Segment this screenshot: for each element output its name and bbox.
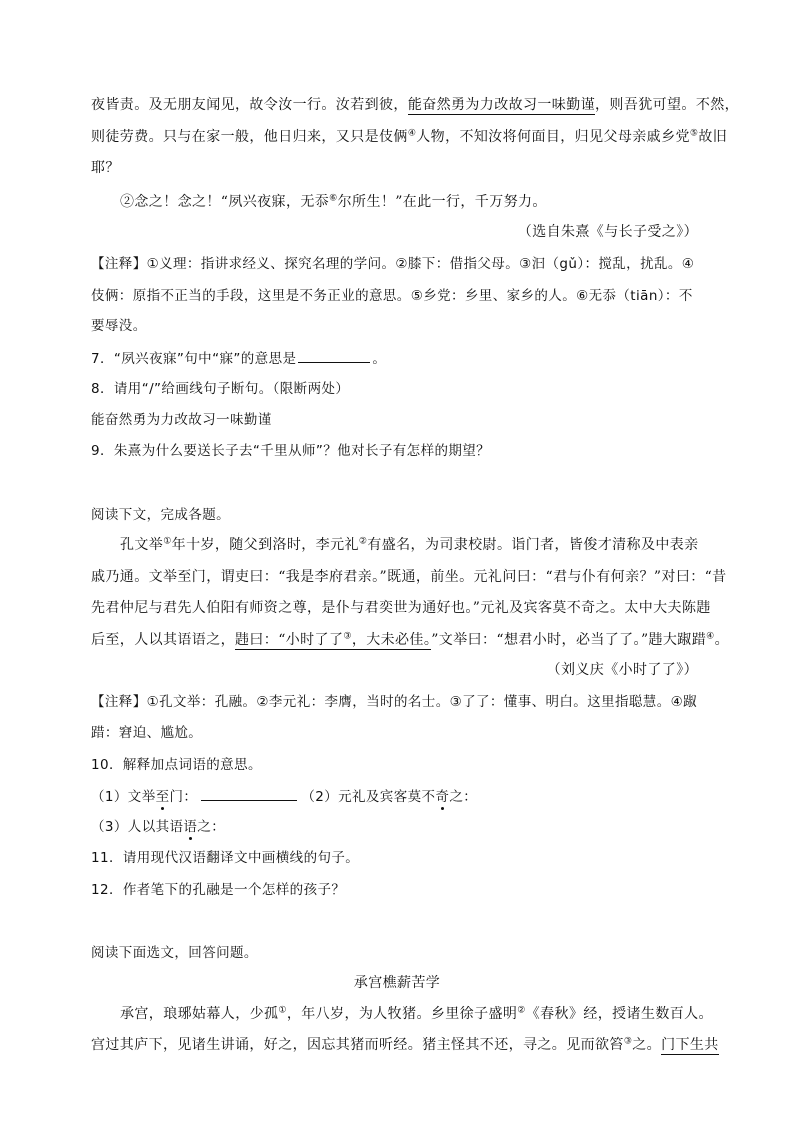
source-citation-1: （选自朱熹《与长子受之》） [517, 224, 698, 240]
passage2-intro: 阅读下文，完成各题。 [91, 507, 230, 523]
notes1-line1: 【注释】①义理：指讲求经义、探究名理的学问。②膝下：借指父母。③汩（gǔ）：搅乱，扰乱。④ [91, 256, 695, 272]
passage3-intro: 阅读下面选文，回答问题。 [91, 945, 258, 961]
text: 则徒劳费。只与在家一般，他日归来，又只是伎俩 [91, 129, 408, 145]
footnote-marker: ④ [706, 631, 715, 642]
question-text: 7．“夙兴夜寐”句中“寐”的意思是 [91, 351, 297, 367]
text: ，年八岁，为人牧猪。乡里徐子盛明 [286, 1006, 518, 1022]
text: 之： [197, 819, 226, 835]
text: （2）元礼及宾客莫不 [301, 789, 436, 805]
passage3-title: 承宫樵薪苦学 [353, 975, 441, 991]
question-9: 9．朱熹为什么要送长子去“千里从师”？他对长子有怎样的期望？ [91, 443, 491, 459]
underlined-sentence: 门下生共 [661, 1037, 719, 1053]
text: 夜皆责。及无朋友闻见，故令汝一行。汝若到彼， [91, 97, 408, 113]
passage3-line2 [91, 1035, 719, 1055]
footnote-marker: ⑤ [689, 128, 699, 139]
text: 年十岁，随父到洛时，李元礼 [171, 537, 359, 553]
footnote-marker: ③ [343, 631, 352, 642]
text: ，则吾犹可望。不然， [595, 97, 740, 113]
text: 孔文举 [120, 537, 164, 553]
question-10-item-3 [91, 817, 711, 837]
text: 之： [449, 789, 478, 805]
text: （3）人以其语 [91, 819, 184, 835]
answer-blank[interactable] [201, 786, 297, 801]
passage1-line1 [91, 95, 740, 115]
text: 承宫，琅琊姑幕人，少孤 [120, 1006, 279, 1022]
text: ”文举曰：“想君小时，必当了了。”韪大踧踖 [431, 632, 707, 648]
footnote-marker: ⑥ [329, 193, 338, 204]
notes2-line1: 【注释】①孔文举：孔融。②李元礼：李膺，当时的名士。③了了：懂事、明白。这里指聪慧。④踧 [91, 694, 698, 710]
question-11: 11．请用现代汉语翻译文中画横线的句子。 [91, 850, 360, 866]
answer-blank[interactable] [298, 348, 370, 363]
text: 有盛名，为司隶校尉。诣门者，皆俊才清称及中表亲 [367, 537, 699, 553]
passage2-line4 [91, 630, 729, 650]
dotted-word: 至 [155, 789, 170, 805]
footnote-marker: ④ [407, 128, 417, 139]
question-8-sentence: 能奋然勇为力改故习一味勤谨 [91, 412, 272, 428]
footnote-marker: ③ [623, 1036, 633, 1047]
passage1-paragraph2 [120, 192, 740, 212]
dotted-word: 语 [183, 819, 198, 835]
text: 之。 [632, 1037, 662, 1053]
source-citation-2: （刘义庆《小时了了》） [546, 662, 698, 678]
footnote-marker: ① [163, 536, 172, 547]
text: 宫过其庐下，见诸生讲诵，好之，因忘其猪而听经。猪主怪其不还，寻之。见而欲笞 [91, 1037, 624, 1053]
text: ②念之！念之！“夙兴夜寐，无忝 [120, 194, 330, 210]
notes1-line3: 要辱没。 [91, 318, 147, 334]
question-12: 12．作者笔下的孔融是一个怎样的孩子？ [91, 882, 346, 898]
footnote-marker: ② [358, 536, 368, 547]
text: 后至，人以其语语之， [91, 632, 235, 648]
text: 韪曰：“小时了了 [235, 632, 344, 648]
question-8: 8．请用“/”给画线句子断句。（限断两处） [91, 381, 350, 397]
passage1-line2 [91, 127, 728, 147]
passage2-line1 [120, 535, 740, 555]
question-10: 10．解释加点词语的意思。 [91, 757, 262, 773]
passage1-line3 [91, 158, 711, 178]
text: （1）文举 [91, 789, 156, 805]
dotted-word: 奇 [435, 789, 450, 805]
text: 。 [372, 351, 387, 367]
passage2-line3: 先君仲尼与君先人伯阳有师资之尊，是仆与君奕世为通好也。”元礼及宾客莫不奇之。太中大夫陈韪 [91, 600, 711, 616]
text: 门： [169, 789, 198, 805]
text: ，大未必佳。 [351, 632, 432, 648]
underlined-sentence [235, 632, 431, 650]
text: 故旧 [698, 129, 728, 145]
question-7 [91, 348, 711, 369]
text: 人物，不知汝将何面目，归见父母亲戚乡党 [416, 129, 690, 145]
footnote-marker: ② [517, 1005, 526, 1016]
underlined-sentence: 能奋然勇为力改故习一味勤谨 [407, 97, 596, 113]
passage2-line2: 戚乃通。文举至门，谓吏曰：“我是李府君亲。”既通，前坐。元礼问曰：“君与仆有何亲？”对曰：“昔 [91, 569, 727, 585]
question-10-items-1-2 [91, 786, 711, 807]
text: 耶？ [91, 160, 120, 176]
passage3-line1 [120, 1004, 740, 1024]
text: 《春秋》经，授诸生数百人。 [525, 1006, 713, 1022]
text: 。 [714, 632, 729, 648]
notes2-line2: 踖：窘迫、尴尬。 [91, 725, 203, 741]
footnote-marker: ① [278, 1005, 287, 1016]
text: 尔所生！”在此一行，千万努力。 [337, 194, 547, 210]
notes1-line2: 伎俩：原指不正当的手段，这里是不务正业的意思。⑤乡党：乡里、家乡的人。⑥无忝（tiān）：不 [91, 288, 693, 304]
